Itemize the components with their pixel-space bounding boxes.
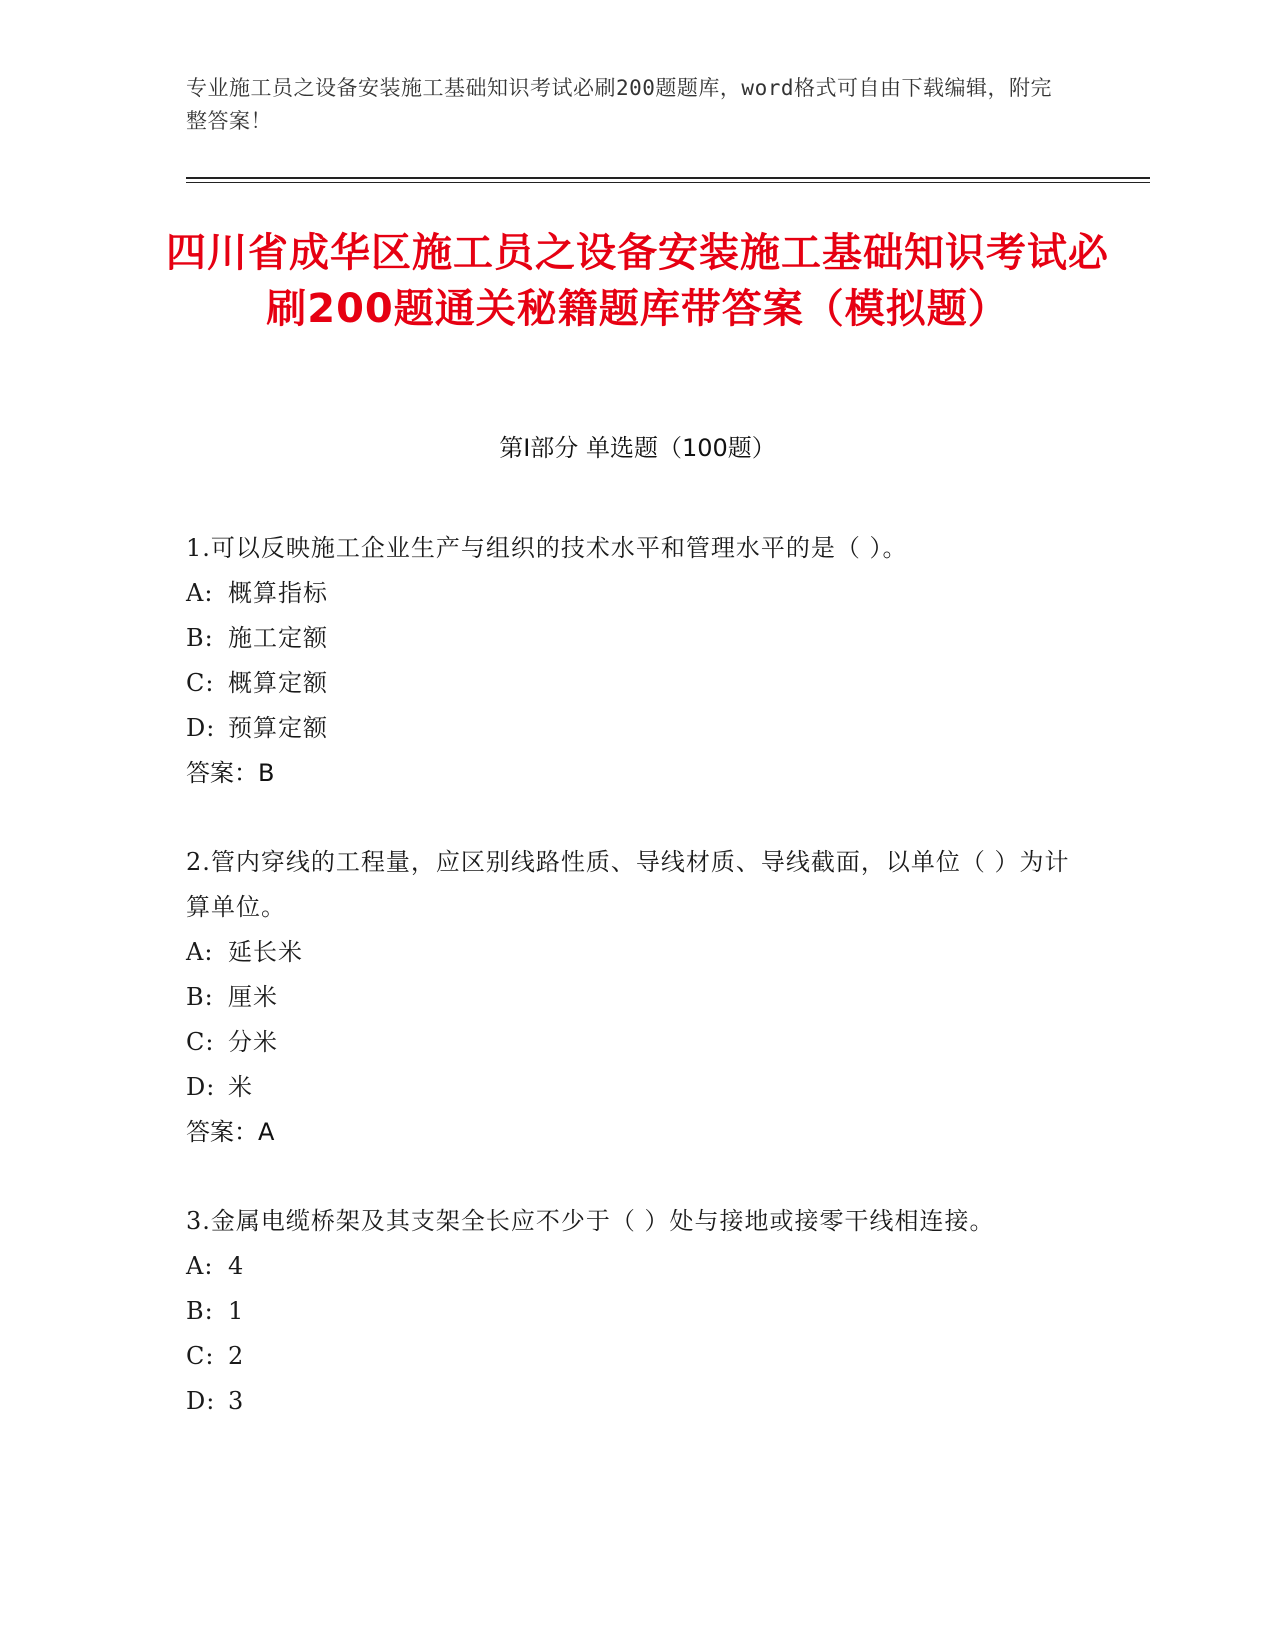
question-item	[186, 840, 1076, 1155]
option-text: 3	[228, 1387, 245, 1415]
header-divider	[186, 177, 1150, 179]
question-option	[186, 930, 1076, 975]
question-item	[186, 526, 1076, 796]
section-heading: 第I部分 单选题（100题）	[499, 434, 776, 462]
question-option	[186, 1379, 1076, 1424]
question-option	[186, 1244, 1076, 1289]
question-option	[186, 616, 1076, 661]
option-key: C:	[186, 669, 215, 697]
header-divider-thin	[186, 182, 1150, 183]
option-key: B:	[186, 1297, 214, 1325]
question-option	[186, 975, 1076, 1020]
question-answer: 答案：B	[186, 759, 275, 787]
question-option	[186, 1020, 1076, 1065]
option-text: 4	[228, 1252, 245, 1280]
question-item	[186, 1199, 1076, 1424]
option-text: 延长米	[228, 938, 303, 966]
question-option	[186, 706, 1076, 751]
question-stem: 1.可以反映施工企业生产与组织的技术水平和管理水平的是（ ）。	[186, 534, 908, 562]
option-key: D:	[186, 714, 216, 742]
option-text: 概算指标	[228, 579, 328, 607]
option-key: A:	[186, 938, 214, 966]
option-key: A:	[186, 1252, 214, 1280]
option-text: 施工定额	[228, 624, 328, 652]
option-text: 分米	[228, 1028, 278, 1056]
option-key: D:	[186, 1073, 216, 1101]
question-answer: 答案：A	[186, 1118, 275, 1146]
option-text: 预算定额	[228, 714, 328, 742]
header-note: 专业施工员之设备安装施工基础知识考试必刷200题题库，word格式可自由下载编辑，附完整答案！	[186, 76, 1052, 133]
option-key: A:	[186, 579, 214, 607]
option-key: C:	[186, 1342, 215, 1370]
question-stem: 3.金属电缆桥架及其支架全长应不少于（ ）处与接地或接零干线相连接。	[186, 1207, 995, 1235]
question-option	[186, 571, 1076, 616]
option-key: B:	[186, 983, 214, 1011]
option-text: 米	[228, 1073, 253, 1101]
question-option	[186, 1334, 1076, 1379]
question-option	[186, 1289, 1076, 1334]
question-stem: 2.管内穿线的工程量，应区别线路性质、导线材质、导线截面，以单位（ ）为计算单位。	[186, 848, 1070, 921]
option-text: 1	[228, 1297, 245, 1325]
document-title: 四川省成华区施工员之设备安装施工基础知识考试必刷200题通关秘籍题库带答案（模拟题）	[166, 230, 1109, 332]
option-key: B:	[186, 624, 214, 652]
option-text: 概算定额	[228, 669, 328, 697]
option-key: D:	[186, 1387, 216, 1415]
question-list	[186, 526, 1076, 1468]
option-text: 2	[228, 1342, 245, 1370]
option-key: C:	[186, 1028, 215, 1056]
question-option	[186, 661, 1076, 706]
question-option	[186, 1065, 1076, 1110]
option-text: 厘米	[228, 983, 278, 1011]
